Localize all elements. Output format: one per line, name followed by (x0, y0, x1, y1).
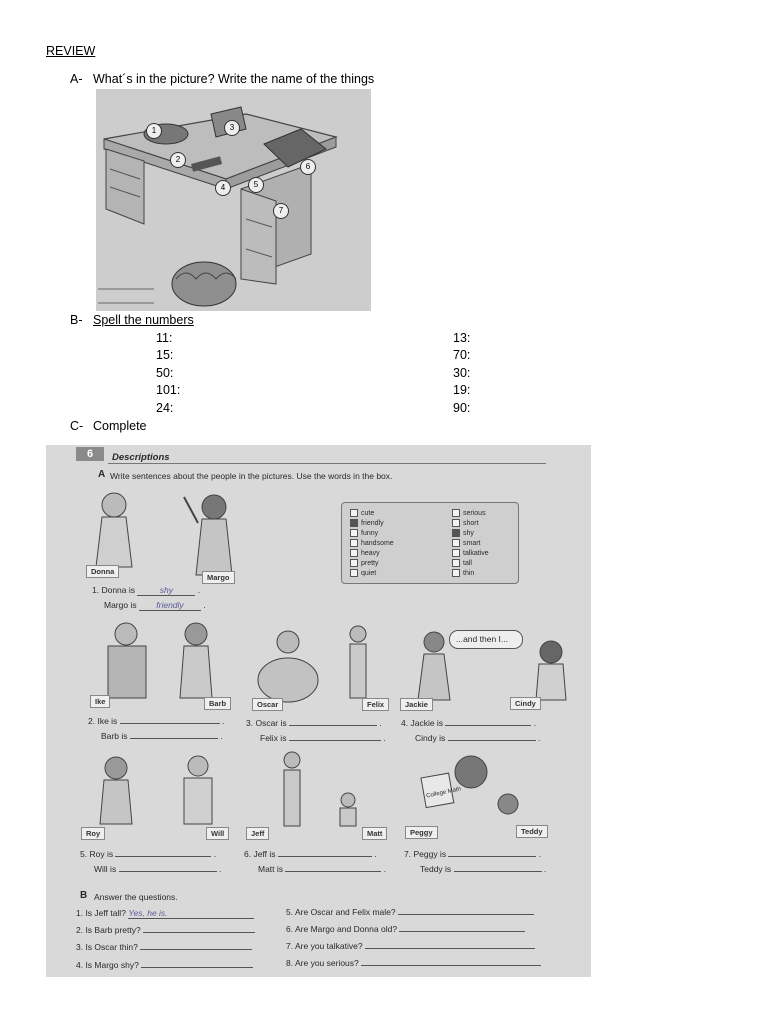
callout-6: 6 (300, 159, 316, 175)
question-4 (76, 960, 253, 970)
page-title: REVIEW (46, 44, 96, 58)
exercise-2-sentence-1: Ike is (97, 716, 118, 726)
name-label-cindy: Cindy (510, 697, 541, 710)
question-1 (76, 908, 254, 919)
exercise-5: 5. Roy is . (80, 849, 217, 859)
exercise-b-letter: B (80, 890, 88, 901)
book-title: College Math (425, 786, 462, 800)
question-1-answer: Yes, he is. (128, 908, 254, 919)
question-text: 7. Are you talkative? (286, 941, 363, 951)
callout-5: 5 (248, 177, 264, 193)
exercise-4b: Cindy is . (415, 733, 541, 743)
exercise-number: 1. (92, 585, 100, 595)
name-label-roy: Roy (81, 827, 105, 840)
question-text: 5. Are Oscar and Felix male? (286, 907, 396, 917)
exercise-3-sentence-1: Oscar is (255, 718, 287, 728)
name-label-will: Will (206, 827, 229, 840)
number-item: 15: (156, 348, 174, 362)
word: funny (361, 530, 379, 537)
exercise-1-answer-1: shy (137, 585, 195, 596)
exercise-7b: Teddy is . (420, 864, 547, 874)
exercise-b-instruction: Answer the questions. (94, 892, 178, 902)
exercise-3b: Felix is . (260, 733, 386, 743)
word-box-right (452, 509, 489, 579)
number-item: 30: (453, 366, 471, 380)
question-text: 4. Is Margo shy? (76, 960, 139, 970)
exercise-3: 3. Oscar is . (246, 718, 382, 728)
section-b-letter: B- (70, 313, 83, 327)
word: talkative (463, 550, 489, 557)
exercise-5-sentence-1: Roy is (89, 849, 114, 859)
heading-rule (108, 463, 546, 464)
exercise-number: 7. (404, 849, 412, 859)
word: shy (463, 530, 474, 537)
exercise-number: 4. (401, 718, 409, 728)
exercise-4-sentence-2: Cindy is (415, 733, 446, 743)
exercise-4-sentence-1: Jackie is (410, 718, 444, 728)
question-text: 8. Are you serious? (286, 958, 359, 968)
number-item: 24: (156, 401, 174, 415)
section-a-instruction: What´s in the picture? Write the name of the things (93, 72, 375, 86)
callout-3: 3 (224, 120, 240, 136)
number-item: 19: (453, 383, 471, 397)
name-label-margo: Margo (202, 571, 235, 584)
desk-picture (96, 89, 371, 311)
exercise-number: 3. (246, 718, 254, 728)
word: serious (463, 510, 486, 517)
callout-2: 2 (170, 152, 186, 168)
exercise-a-letter: A (98, 469, 106, 480)
question-3 (76, 942, 252, 952)
exercise-7: 7. Peggy is . (404, 849, 542, 859)
name-label-peggy: Peggy (405, 826, 438, 839)
exercise-5-sentence-2: Will is (94, 864, 117, 874)
exercise-7-sentence-1: Peggy is (413, 849, 447, 859)
name-label-matt: Matt (362, 827, 387, 840)
unit-number: 6 (76, 447, 104, 461)
exercise-5b: Will is . (94, 864, 222, 874)
name-label-felix: Felix (362, 698, 389, 711)
section-a-letter: A- (70, 72, 83, 86)
exercise-number: 5. (80, 849, 88, 859)
speech-bubble (449, 630, 523, 649)
exercise-6b: Matt is . (258, 864, 387, 874)
name-label-oscar: Oscar (252, 698, 283, 711)
exercise-1: 1. Donna is shy . (92, 585, 201, 595)
section-c-letter: C- (70, 419, 84, 433)
exercise-2: 2. Ike is . (88, 716, 225, 726)
question-text: 3. Is Oscar thin? (76, 942, 138, 952)
word: thin (463, 570, 475, 577)
number-item: 101: (156, 383, 181, 397)
number-item: 90: (453, 401, 471, 415)
name-label-barb: Barb (204, 697, 231, 710)
exercise-6-sentence-1: Jeff is (253, 849, 276, 859)
word: heavy (361, 550, 380, 557)
word: friendly (361, 520, 384, 527)
number-item: 70: (453, 348, 471, 362)
speech-text: ...and then I... (456, 634, 508, 644)
exercise-6: 6. Jeff is . (244, 849, 377, 859)
question-text: 2. Is Barb pretty? (76, 925, 141, 935)
word: pretty (361, 560, 379, 567)
word: cute (361, 510, 375, 517)
name-label-donna: Donna (86, 565, 119, 578)
word: short (463, 520, 479, 527)
name-label-jackie: Jackie (400, 698, 433, 711)
exercise-4: 4. Jackie is . (401, 718, 537, 728)
word-box-left (350, 509, 394, 579)
word: quiet (361, 570, 377, 577)
worksheet-picture (46, 445, 591, 977)
callout-4: 4 (215, 180, 231, 196)
word: tall (463, 560, 472, 567)
name-label-jeff: Jeff (246, 827, 269, 840)
exercise-a-instruction: Write sentences about the people in the pictures. Use the words in the box. (110, 471, 393, 481)
question-text: 6. Are Margo and Donna old? (286, 924, 398, 934)
question-8 (286, 958, 541, 968)
number-item: 13: (453, 331, 471, 345)
word: handsome (361, 540, 394, 547)
figures-row-3 (86, 750, 576, 830)
worksheet-heading: Descriptions (112, 452, 170, 463)
exercise-6-sentence-2: Matt is (258, 864, 284, 874)
name-label-ike: Ike (90, 695, 110, 708)
question-5 (286, 907, 534, 917)
number-item: 11: (156, 331, 173, 345)
question-7 (286, 941, 535, 951)
section-c-instruction: Complete (93, 419, 147, 433)
exercise-number: 6. (244, 849, 252, 859)
section-b-instruction: Spell the numbers (93, 313, 194, 327)
exercise-number: 2. (88, 716, 96, 726)
exercise-3-sentence-2: Felix is (260, 733, 287, 743)
exercise-7-sentence-2: Teddy is (420, 864, 452, 874)
callout-1: 1 (146, 123, 162, 139)
exercise-2-sentence-2: Barb is (101, 731, 128, 741)
callout-7: 7 (273, 203, 289, 219)
word-box (341, 502, 519, 584)
exercise-1b: Margo is friendly . (104, 600, 206, 610)
word: smart (463, 540, 481, 547)
number-item: 50: (156, 366, 174, 380)
exercise-2b: Barb is . (101, 731, 223, 741)
name-label-teddy: Teddy (516, 825, 548, 838)
question-text: 1. Is Jeff tall? (76, 908, 126, 918)
exercise-1-sentence-1: Donna is (101, 585, 136, 595)
question-2 (76, 925, 255, 935)
exercise-1-sentence-2: Margo is (104, 600, 137, 610)
exercise-1-answer-2: friendly (139, 600, 201, 611)
question-6 (286, 924, 525, 934)
